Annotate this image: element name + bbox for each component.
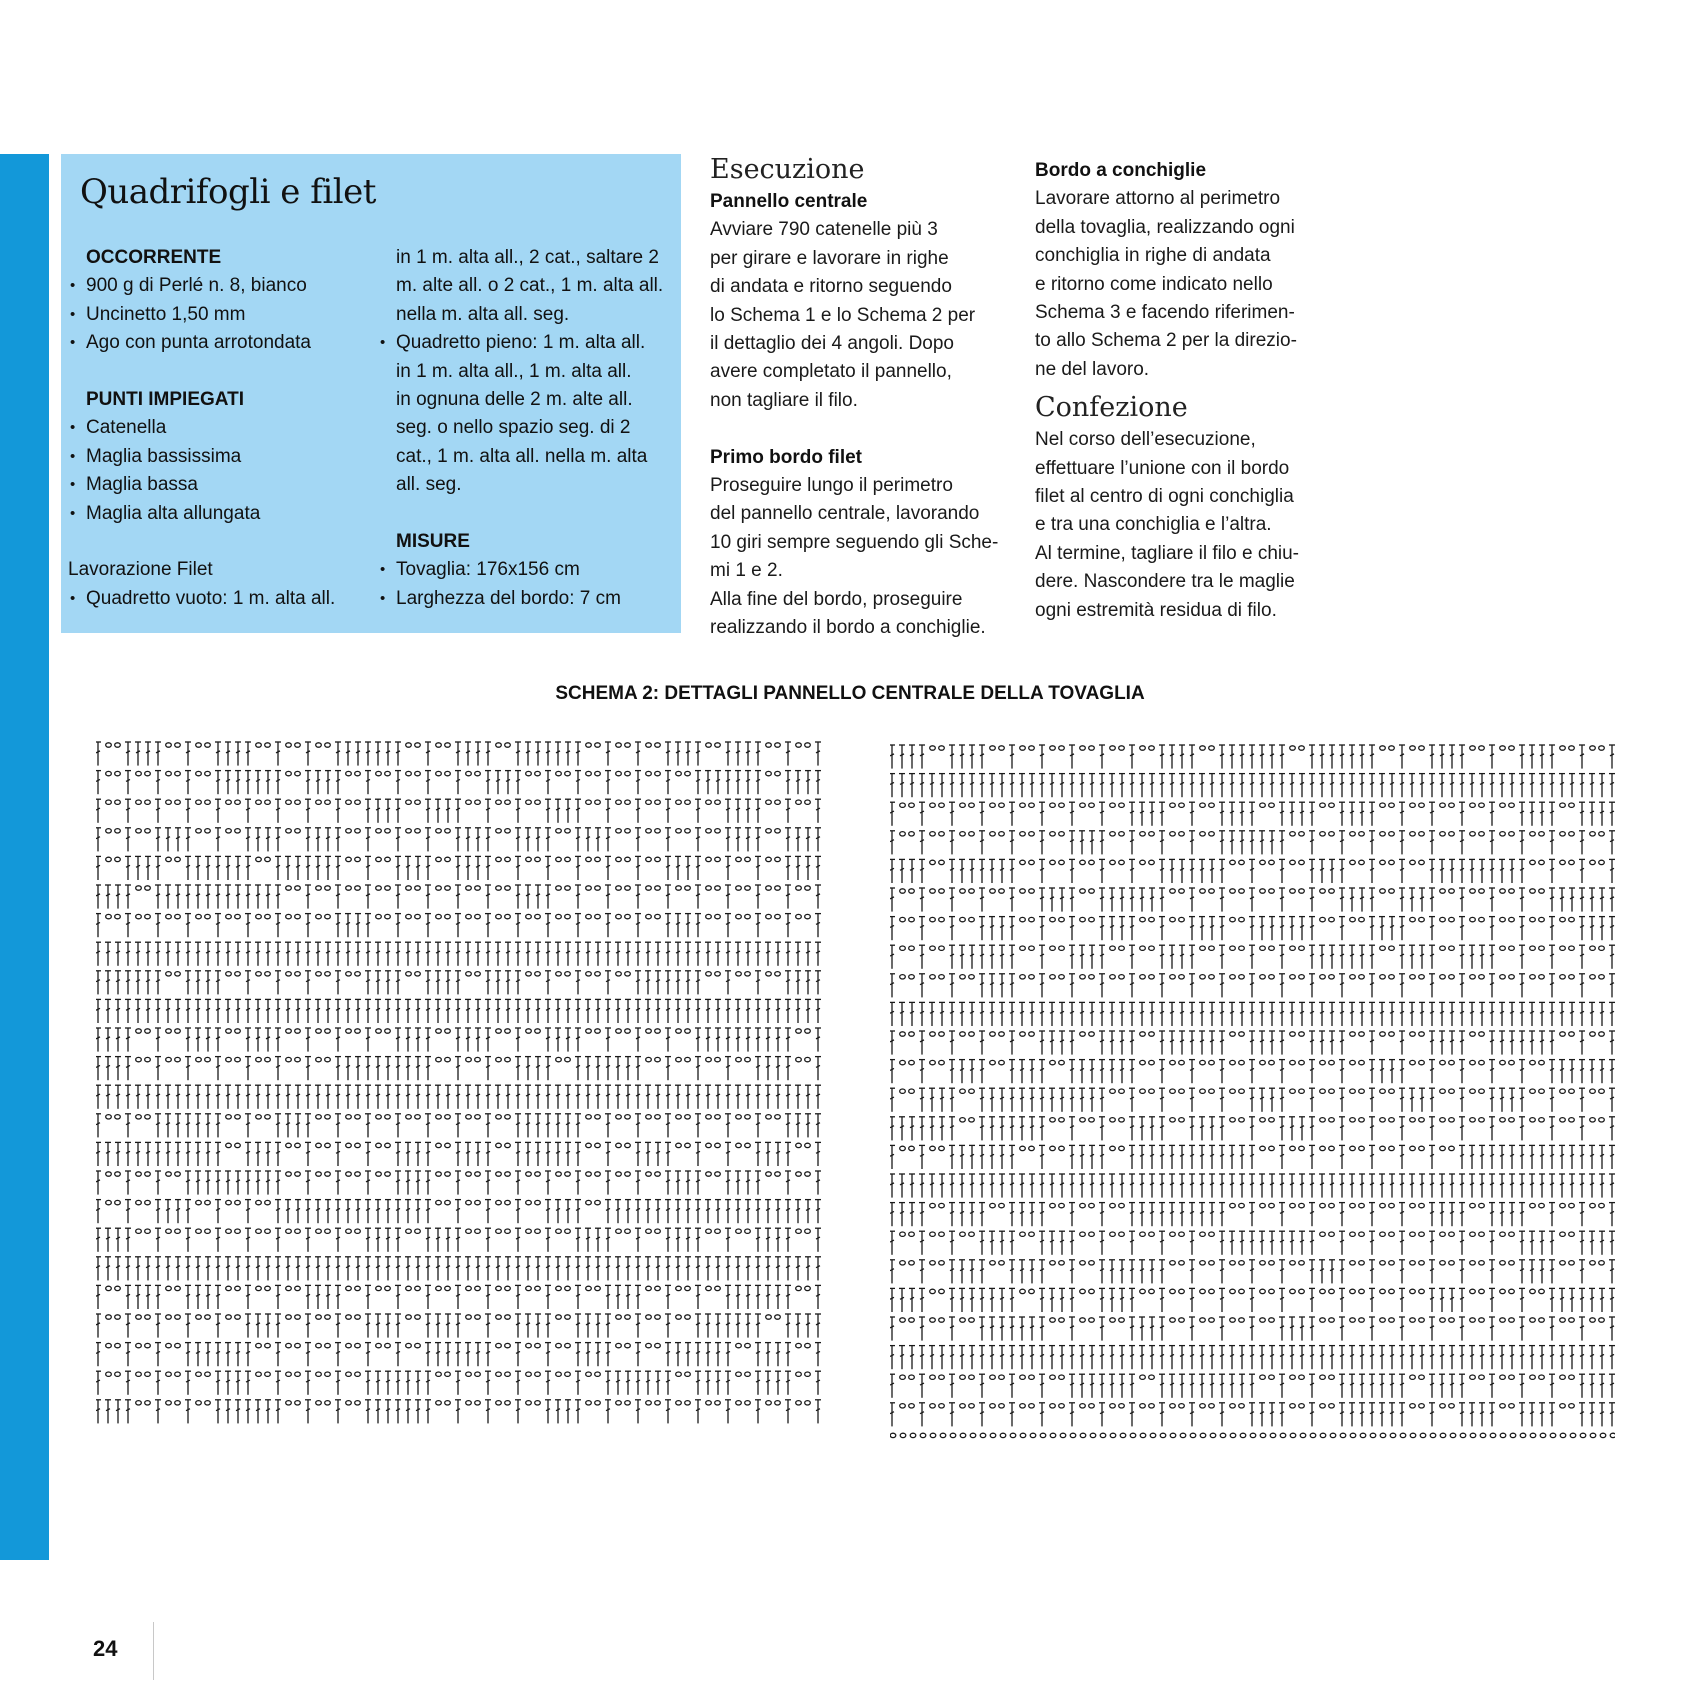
text-line: Avviare 790 catenelle più 3 [710,219,938,241]
esecuzione-column [710,152,1020,642]
text-line: cat., 1 m. alta all. nella m. alta [396,445,648,467]
text-line: e ritorno come indicato nello [1035,273,1273,295]
text-line: effettuare l’unione con il bordo [1035,457,1290,479]
text-line: mi 1 e 2. [710,560,783,582]
text-line: avere completato il pannello, [710,361,952,383]
text-line: di andata e ritorno seguendo [710,276,952,298]
pieno-list [378,329,673,357]
text-line: Schema 3 e facendo riferimen- [1035,302,1295,324]
list-item: • Quadretto pieno: 1 m. alta all. [378,329,673,357]
crochet-chart-left [96,740,821,1458]
list-item: • Maglia bassa [68,471,368,499]
primo-bordo-heading: Primo bordo filet [710,446,862,468]
text-line: filet al centro di ogni conchiglia [1035,486,1294,508]
text-line: Proseguire lungo il perimetro [710,475,953,497]
bordo-confezione-column [1035,157,1345,625]
text-line: in 1 m. alta all., 2 cat., saltare 2 [396,247,659,268]
list-item: • Maglia alta allungata [68,500,368,528]
text-line: all. seg. [396,474,462,496]
materials-column-left [68,244,368,613]
esecuzione-heading: Esecuzione [710,154,865,185]
text-line: to allo Schema 2 per la direzio- [1035,330,1297,352]
lavorazione-list [68,585,368,613]
list-item: • Quadretto vuoto: 1 m. alta all. [68,585,368,613]
text-line: nella m. alta all. seg. [396,303,570,325]
list-item: • Larghezza del bordo: 7 cm [378,585,673,613]
page-number: 24 [93,1636,118,1661]
text-line: Lavorare attorno al perimetro [1035,188,1281,210]
schema-title: SCHEMA 2: DETTAGLI PANNELLO CENTRALE DELLA TOVAGLIA [555,683,1145,704]
text-line: Alla fine del bordo, proseguire [710,588,963,610]
text-line: 10 giri sempre seguendo gli Sche- [710,531,999,553]
text-line: ogni estremità residua di filo. [1035,599,1277,621]
text-line: lo Schema 1 e lo Schema 2 per [710,304,976,326]
misure-heading: MISURE [396,531,470,553]
list-item: • 900 g di Perlé n. 8, bianco [68,272,368,300]
text-line: il dettaglio dei 4 angoli. Dopo [710,333,955,355]
text-line: Nel corso dell’esecuzione, [1035,429,1256,451]
lavorazione-heading: Lavorazione Filet [68,559,213,581]
bordo-heading: Bordo a conchiglie [1035,160,1207,181]
page-divider [153,1622,154,1680]
text-line: in ognuna delle 2 m. alte all. [396,389,633,411]
misure-list [378,556,673,613]
text-line: non tagliare il filo. [710,389,858,411]
side-accent-bar [0,154,49,1560]
text-line: in 1 m. alta all., 1 m. alta all. [396,360,632,382]
text-line: per girare e lavorare in righe [710,247,949,269]
text-line: e tra una conchiglia e l’altra. [1035,514,1272,536]
text-line: della tovaglia, realizzando ogni [1035,216,1295,238]
list-item: • Ago con punta arrotondata [68,329,368,357]
list-item: • Uncinetto 1,50 mm [68,301,368,329]
text-line: seg. o nello spazio seg. di 2 [396,417,631,439]
text-line: del pannello centrale, lavorando [710,503,980,525]
pannello-heading: Pannello centrale [710,191,868,212]
pattern-title: Quadrifogli e filet [80,172,376,212]
confezione-heading: Confezione [1035,392,1188,424]
text-line: ne del lavoro. [1035,358,1150,380]
occorrente-heading: OCCORRENTE [86,247,222,268]
punti-heading: PUNTI IMPIEGATI [86,389,244,411]
list-item: • Catenella [68,414,368,442]
list-item: • Tovaglia: 176x156 cm [378,556,673,584]
punti-list [68,414,368,528]
materials-column-right [378,244,673,613]
text-line: m. alte all. o 2 cat., 1 m. alta all. [396,275,664,297]
list-item: • Maglia bassissima [68,443,368,471]
text-line: dere. Nascondere tra le maglie [1035,571,1295,593]
text-line: conchiglia in righe di andata [1035,245,1271,267]
crochet-chart-right [890,743,1615,1473]
text-line: realizzando il bordo a conchiglie. [710,617,986,639]
occorrente-list [68,272,368,357]
text-line: Al termine, tagliare il filo e chiu- [1035,542,1299,564]
